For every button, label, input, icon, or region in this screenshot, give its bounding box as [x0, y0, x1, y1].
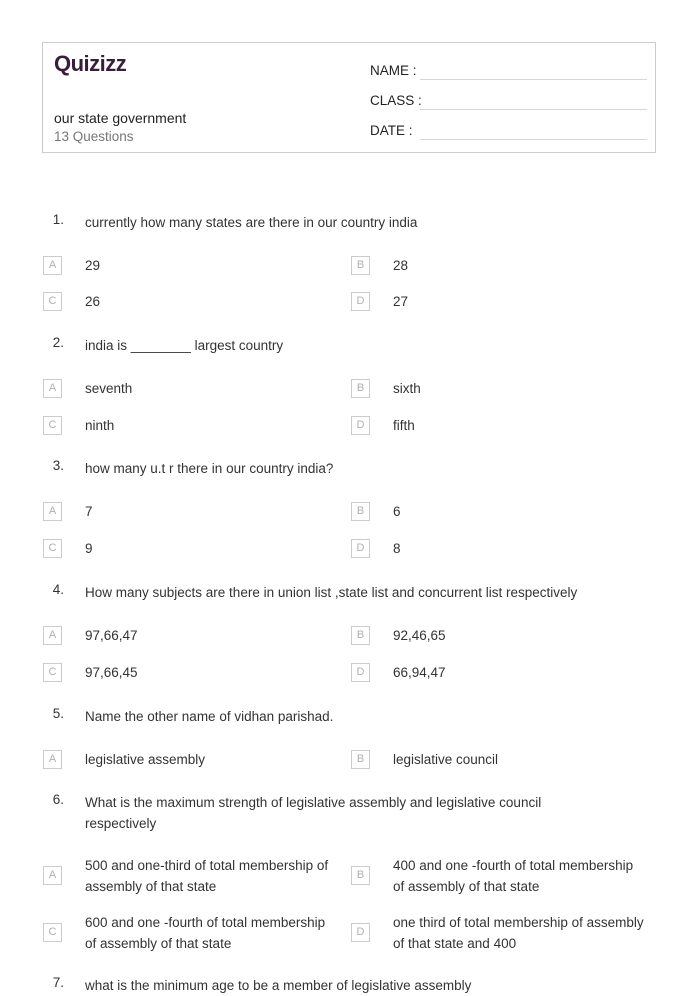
option-b-text: 92,46,65 [393, 628, 446, 643]
option-b-box[interactable]: B [351, 626, 370, 645]
option-d-box[interactable]: D [351, 416, 370, 435]
question-number: 4. [52, 582, 64, 597]
option-b-text: 28 [393, 258, 409, 273]
question-text: What is the maximum strength of legislative assembly and legislative council respectively [85, 795, 542, 831]
option-c-box[interactable]: C [43, 923, 62, 942]
class-field[interactable] [370, 88, 647, 110]
option-d-text: one third of total membership of assembly of that state and 400 [393, 915, 644, 951]
question-number: 1. [52, 212, 64, 227]
option-c-box[interactable]: C [43, 539, 62, 558]
option-a-text: 29 [85, 258, 101, 273]
option-a-box[interactable]: A [43, 626, 62, 645]
option-c-box[interactable]: C [43, 292, 62, 311]
option-a-box[interactable]: A [43, 750, 62, 769]
date-label: DATE : [370, 123, 413, 138]
question-number: 5. [52, 706, 64, 721]
option-b-box[interactable]: B [351, 256, 370, 275]
option-c-box[interactable]: C [43, 416, 62, 435]
option-a-text: seventh [85, 381, 133, 396]
name-field[interactable] [370, 58, 647, 80]
option-a-text: 500 and one-third of total membership of assembly of that state [85, 858, 329, 894]
option-c-text: 600 and one -fourth of total membership of assembly of that state [85, 915, 326, 951]
option-a-box[interactable]: A [43, 502, 62, 521]
option-b-text: sixth [393, 381, 421, 396]
option-b-box[interactable]: B [351, 502, 370, 521]
option-d-text: 8 [393, 541, 401, 556]
question-text: Name the other name of vidhan parishad. [85, 709, 334, 724]
option-a-text: 7 [85, 504, 93, 519]
option-b-text: 6 [393, 504, 401, 519]
option-b-box[interactable]: B [351, 379, 370, 398]
option-c-text: ninth [85, 418, 115, 433]
option-b-text: legislative council [393, 752, 499, 767]
question-number: 6. [52, 792, 64, 807]
question-number: 2. [52, 335, 64, 350]
name-line [420, 79, 647, 80]
question-number: 7. [52, 975, 64, 990]
option-c-text: 97,66,45 [85, 665, 138, 680]
class-line [420, 109, 647, 110]
question-text: how many u.t r there in our country india? [85, 461, 334, 476]
option-d-box[interactable]: D [351, 292, 370, 311]
option-d-box[interactable]: D [351, 539, 370, 558]
option-b-text: 400 and one -fourth of total membership of assembly of that state [393, 858, 634, 894]
quizizz-logo: Quizizz [54, 51, 127, 76]
option-b-box[interactable]: B [351, 866, 370, 885]
worksheet-header [42, 42, 656, 153]
question-count: 13 Questions [54, 129, 134, 144]
date-line [420, 139, 647, 140]
option-d-text: 66,94,47 [393, 665, 446, 680]
option-a-box[interactable]: A [43, 256, 62, 275]
option-c-box[interactable]: C [43, 663, 62, 682]
option-d-text: 27 [393, 294, 409, 309]
option-d-box[interactable]: D [351, 663, 370, 682]
option-a-box[interactable]: A [43, 379, 62, 398]
question-text: what is the minimum age to be a member of legislative assembly [85, 978, 472, 993]
option-a-box[interactable]: A [43, 866, 62, 885]
question-text: india is ________ largest country [85, 338, 284, 353]
class-label: CLASS : [370, 93, 422, 108]
question-text: currently how many states are there in our country india [85, 215, 418, 230]
option-d-box[interactable]: D [351, 923, 370, 942]
option-c-text: 26 [85, 294, 101, 309]
name-label: NAME : [370, 63, 417, 78]
option-a-text: 97,66,47 [85, 628, 138, 643]
date-field[interactable] [370, 118, 647, 140]
worksheet-title: our state government [54, 110, 187, 126]
option-d-text: fifth [393, 418, 415, 433]
option-b-box[interactable]: B [351, 750, 370, 769]
question-number: 3. [52, 458, 64, 473]
option-c-text: 9 [85, 541, 93, 556]
question-text: How many subjects are there in union list ,state list and concurrent list respectively [85, 585, 578, 600]
option-a-text: legislative assembly [85, 752, 206, 767]
